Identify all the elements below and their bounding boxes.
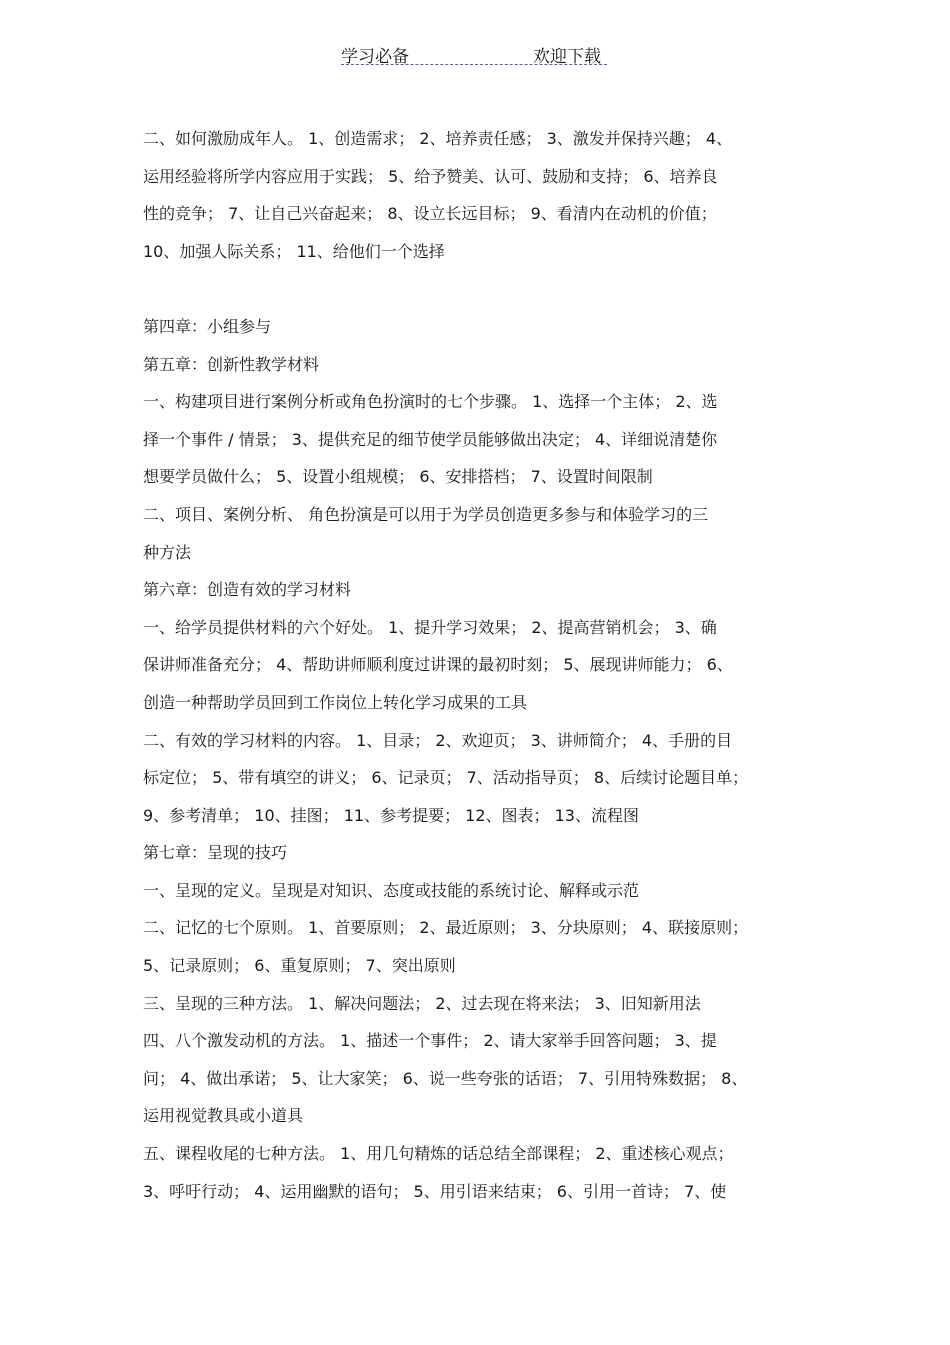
text-line: 5、记录原则； 6、重复原则； 7、突出原则: [143, 956, 456, 976]
text-line: 四、八个激发动机的方法。 1、描述一个事件； 2、请大家举手回答问题； 3、提: [143, 1031, 717, 1051]
text-line: 问； 4、做出承诺； 5、让大家笑； 6、说一些夸张的话语； 7、引用特殊数据； 8、: [143, 1068, 748, 1088]
text-line: 二、记忆的七个原则。 1、首要原则； 2、最近原则； 3、分块原则； 4、联接原则；: [143, 918, 749, 938]
page-header: [0, 40, 950, 68]
text-line: 三、呈现的三种方法。 1、解决问题法； 2、过去现在将来法； 3、旧知新用法: [143, 993, 701, 1013]
text-line: 二、有效的学习材料的内容。 1、目录； 2、欢迎页； 3、讲师简介； 4、手册的目: [143, 730, 733, 750]
blank-line: [143, 270, 811, 308]
text-line: 一、呈现的定义。呈现是对知识、态度或技能的系统讨论、解释或示范: [143, 880, 640, 900]
text-line: 种方法: [143, 542, 192, 562]
text-line: 第四章：小组参与: [143, 316, 272, 336]
text-line: 运用经验将所学内容应用于实践； 5、给予赞美、认可、鼓励和支持； 6、培养良: [143, 166, 718, 186]
header-right-text: 欢迎下载: [533, 47, 601, 67]
text-line: 第五章：创新性教学材料: [143, 354, 320, 374]
text-line: 保讲师准备充分； 4、帮助讲师顺利度过讲课的最初时刻； 5、展现讲师能力； 6、: [143, 655, 733, 675]
text-line: 二、项目、案例分析、 角色扮演是可以用于为学员创造更多参与和体验学习的三: [143, 504, 709, 524]
text-line: 想要学员做什么； 5、设置小组规模； 6、安排搭档； 7、设置时间限制: [143, 467, 653, 487]
text-line: 9、参考清单； 10、挂图； 11、参考提要； 12、图表； 13、流程图: [143, 805, 639, 825]
text-line: 一、构建项目进行案例分析或角色扮演时的七个步骤。 1、选择一个主体； 2、选: [143, 392, 718, 412]
text-line: 3、呼吁行动； 4、运用幽默的语句； 5、用引语来结束； 6、引用一首诗； 7、使: [143, 1181, 727, 1201]
header-left-text: 学习必备: [341, 47, 409, 67]
text-line: 创造一种帮助学员回到工作岗位上转化学习成果的工具: [143, 692, 528, 712]
text-line: 择一个事件 / 情景； 3、提供充足的细节使学员能够做出决定； 4、详细说清楚你: [143, 429, 718, 449]
text-line: 运用视觉教具或小道具: [143, 1106, 304, 1126]
text-line: 二、如何激励成年人。 1、创造需求； 2、培养责任感； 3、激发并保持兴趣； 4、: [143, 129, 733, 148]
text-line: 五、课程收尾的七种方法。 1、用几句精炼的话总结全部课程； 2、重述核心观点；: [143, 1144, 734, 1164]
document-body: [143, 120, 811, 1210]
text-line: 第六章：创造有效的学习材料: [143, 580, 352, 600]
text-line: 一、给学员提供材料的六个好处。 1、提升学习效果； 2、提高营销机会； 3、确: [143, 617, 717, 637]
text-line: 标定位； 5、带有填空的讲义； 6、记录页； 7、活动指导页； 8、后续讨论题目单；: [143, 768, 749, 788]
header-dashed-rule: [341, 64, 607, 65]
text-line: 第七章：呈现的技巧: [143, 843, 288, 863]
text-line: 10、加强人际关系； 11、给他们一个选择: [143, 241, 445, 261]
text-line: 性的竞争； 7、让自己兴奋起来； 8、设立长远目标； 9、看清内在动机的价值；: [143, 204, 717, 224]
